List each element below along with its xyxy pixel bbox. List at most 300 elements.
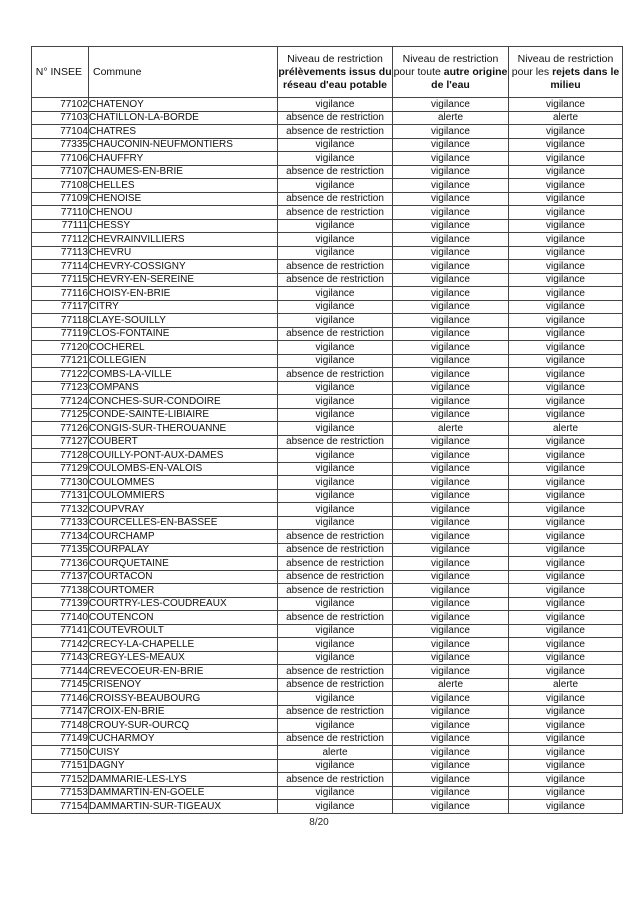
cell-autre-origine: vigilance [393, 503, 509, 517]
table-row [32, 597, 623, 611]
cell-reseau-potable: absence de restriction [278, 530, 393, 544]
cell-insee: 77137 [32, 570, 89, 584]
cell-insee: 77150 [32, 746, 89, 760]
cell-reseau-potable: absence de restriction [278, 678, 393, 692]
cell-commune: CUCHARMOY [89, 732, 278, 746]
cell-insee: 77136 [32, 557, 89, 571]
table-row [32, 665, 623, 679]
cell-commune: CHENOU [89, 206, 278, 220]
cell-reseau-potable: vigilance [278, 246, 393, 260]
cell-insee: 77120 [32, 341, 89, 355]
cell-reseau-potable: absence de restriction [278, 206, 393, 220]
cell-autre-origine: vigilance [393, 395, 509, 409]
cell-rejets: vigilance [509, 732, 623, 746]
cell-rejets: vigilance [509, 395, 623, 409]
cell-rejets: vigilance [509, 773, 623, 787]
cell-reseau-potable: vigilance [278, 786, 393, 800]
cell-reseau-potable: vigilance [278, 179, 393, 193]
cell-rejets: vigilance [509, 219, 623, 233]
cell-insee: 77108 [32, 179, 89, 193]
table-row [32, 651, 623, 665]
cell-insee: 77122 [32, 368, 89, 382]
cell-rejets: vigilance [509, 759, 623, 773]
cell-rejets: vigilance [509, 246, 623, 260]
cell-autre-origine: vigilance [393, 125, 509, 139]
table-row [32, 287, 623, 301]
table-row [32, 408, 623, 422]
cell-insee: 77149 [32, 732, 89, 746]
cell-rejets: vigilance [509, 651, 623, 665]
cell-commune: CHAUMES-EN-BRIE [89, 165, 278, 179]
cell-insee: 77112 [32, 233, 89, 247]
table-row [32, 98, 623, 112]
cell-rejets: vigilance [509, 233, 623, 247]
cell-insee: 77148 [32, 719, 89, 733]
table-row [32, 260, 623, 274]
cell-insee: 77110 [32, 206, 89, 220]
table-row [32, 557, 623, 571]
table-row [32, 395, 623, 409]
cell-reseau-potable: absence de restriction [278, 192, 393, 206]
table-body [32, 98, 623, 814]
header-autre-bold: autre origine de l'eau [431, 65, 508, 91]
table-row [32, 368, 623, 382]
cell-reseau-potable: vigilance [278, 489, 393, 503]
cell-reseau-potable: absence de restriction [278, 368, 393, 382]
header-rejets [509, 47, 623, 98]
cell-insee: 77154 [32, 800, 89, 814]
cell-autre-origine: vigilance [393, 624, 509, 638]
table-row [32, 624, 623, 638]
cell-autre-origine: vigilance [393, 530, 509, 544]
cell-reseau-potable: vigilance [278, 503, 393, 517]
header-reseau-bold: prélèvements issus du réseau d'eau potable [278, 65, 392, 91]
cell-commune: CHENOISE [89, 192, 278, 206]
cell-reseau-potable: vigilance [278, 233, 393, 247]
cell-rejets: vigilance [509, 368, 623, 382]
cell-rejets: vigilance [509, 746, 623, 760]
table-row [32, 732, 623, 746]
cell-rejets: vigilance [509, 408, 623, 422]
cell-reseau-potable: vigilance [278, 341, 393, 355]
cell-reseau-potable: absence de restriction [278, 557, 393, 571]
cell-autre-origine: vigilance [393, 597, 509, 611]
cell-autre-origine: vigilance [393, 314, 509, 328]
table-row [32, 746, 623, 760]
table-header [32, 47, 623, 98]
cell-rejets: vigilance [509, 462, 623, 476]
cell-insee: 77113 [32, 246, 89, 260]
cell-autre-origine: vigilance [393, 273, 509, 287]
cell-commune: CRECY-LA-CHAPELLE [89, 638, 278, 652]
table-row [32, 570, 623, 584]
cell-autre-origine: vigilance [393, 543, 509, 557]
cell-commune: CROIX-EN-BRIE [89, 705, 278, 719]
cell-rejets: vigilance [509, 692, 623, 706]
cell-commune: CONDE-SAINTE-LIBIAIRE [89, 408, 278, 422]
cell-rejets: vigilance [509, 516, 623, 530]
cell-rejets: vigilance [509, 449, 623, 463]
table-row [32, 786, 623, 800]
cell-reseau-potable: vigilance [278, 219, 393, 233]
cell-autre-origine: vigilance [393, 570, 509, 584]
cell-autre-origine: vigilance [393, 516, 509, 530]
table-row [32, 543, 623, 557]
cell-reseau-potable: vigilance [278, 300, 393, 314]
table-row [32, 692, 623, 706]
header-autre-label: Niveau de restriction pour toute [393, 52, 499, 78]
table-row [32, 435, 623, 449]
cell-reseau-potable: vigilance [278, 800, 393, 814]
table-row [32, 341, 623, 355]
cell-autre-origine: vigilance [393, 692, 509, 706]
cell-commune: COULOMMIERS [89, 489, 278, 503]
cell-autre-origine: vigilance [393, 192, 509, 206]
cell-insee: 77147 [32, 705, 89, 719]
cell-reseau-potable: absence de restriction [278, 732, 393, 746]
cell-reseau-potable: vigilance [278, 597, 393, 611]
cell-autre-origine: vigilance [393, 489, 509, 503]
cell-insee: 77119 [32, 327, 89, 341]
cell-autre-origine: vigilance [393, 746, 509, 760]
cell-autre-origine: vigilance [393, 786, 509, 800]
cell-reseau-potable: vigilance [278, 152, 393, 166]
cell-insee: 77106 [32, 152, 89, 166]
cell-insee: 77146 [32, 692, 89, 706]
cell-insee: 77125 [32, 408, 89, 422]
cell-reseau-potable: vigilance [278, 719, 393, 733]
cell-commune: CHAUFFRY [89, 152, 278, 166]
cell-reseau-potable: vigilance [278, 624, 393, 638]
cell-autre-origine: vigilance [393, 165, 509, 179]
cell-insee: 77118 [32, 314, 89, 328]
cell-rejets: vigilance [509, 381, 623, 395]
table-row [32, 246, 623, 260]
cell-commune: CONCHES-SUR-CONDOIRE [89, 395, 278, 409]
cell-autre-origine: vigilance [393, 152, 509, 166]
cell-commune: CUISY [89, 746, 278, 760]
cell-rejets: vigilance [509, 624, 623, 638]
cell-autre-origine: vigilance [393, 98, 509, 112]
cell-rejets: vigilance [509, 611, 623, 625]
cell-rejets: vigilance [509, 503, 623, 517]
cell-rejets: vigilance [509, 638, 623, 652]
cell-rejets: vigilance [509, 341, 623, 355]
cell-commune: COMBS-LA-VILLE [89, 368, 278, 382]
header-rejets-label: Niveau de restriction pour les [511, 52, 614, 78]
cell-insee: 77124 [32, 395, 89, 409]
cell-reseau-potable: vigilance [278, 651, 393, 665]
cell-commune: CRISENOY [89, 678, 278, 692]
cell-reseau-potable: absence de restriction [278, 435, 393, 449]
cell-rejets: vigilance [509, 98, 623, 112]
table-row [32, 611, 623, 625]
cell-reseau-potable: vigilance [278, 476, 393, 490]
cell-autre-origine: vigilance [393, 638, 509, 652]
cell-commune: CROUY-SUR-OURCQ [89, 719, 278, 733]
cell-autre-origine: vigilance [393, 557, 509, 571]
cell-reseau-potable: vigilance [278, 462, 393, 476]
header-rejets-bold: rejets dans le milieu [550, 65, 620, 91]
cell-commune: COULOMBS-EN-VALOIS [89, 462, 278, 476]
cell-commune: COUTENCON [89, 611, 278, 625]
cell-commune: COUBERT [89, 435, 278, 449]
table-row [32, 138, 623, 152]
cell-insee: 77152 [32, 773, 89, 787]
restriction-table [31, 46, 623, 814]
cell-rejets: vigilance [509, 584, 623, 598]
cell-insee: 77116 [32, 287, 89, 301]
cell-commune: COMPANS [89, 381, 278, 395]
cell-reseau-potable: absence de restriction [278, 543, 393, 557]
cell-insee: 77109 [32, 192, 89, 206]
header-reseau-label: Niveau de restriction [287, 52, 383, 65]
cell-commune: COUPVRAY [89, 503, 278, 517]
cell-commune: COURTRY-LES-COUDREAUX [89, 597, 278, 611]
cell-reseau-potable: absence de restriction [278, 570, 393, 584]
cell-commune: CHEVRY-EN-SEREINE [89, 273, 278, 287]
cell-reseau-potable: absence de restriction [278, 125, 393, 139]
cell-autre-origine: vigilance [393, 219, 509, 233]
table-row [32, 759, 623, 773]
cell-rejets: vigilance [509, 557, 623, 571]
cell-insee: 77133 [32, 516, 89, 530]
cell-rejets: vigilance [509, 273, 623, 287]
cell-commune: CHEVRAINVILLIERS [89, 233, 278, 247]
cell-insee: 77103 [32, 111, 89, 125]
cell-rejets: vigilance [509, 435, 623, 449]
cell-insee: 77138 [32, 584, 89, 598]
cell-commune: CROISSY-BEAUBOURG [89, 692, 278, 706]
cell-rejets: vigilance [509, 287, 623, 301]
cell-insee: 77142 [32, 638, 89, 652]
table-row [32, 800, 623, 814]
cell-commune: CONGIS-SUR-THEROUANNE [89, 422, 278, 436]
cell-reseau-potable: vigilance [278, 138, 393, 152]
header-autre-origine [393, 47, 509, 98]
cell-insee: 77143 [32, 651, 89, 665]
table-row [32, 476, 623, 490]
cell-commune: COURTACON [89, 570, 278, 584]
cell-autre-origine: vigilance [393, 206, 509, 220]
cell-reseau-potable: vigilance [278, 314, 393, 328]
cell-reseau-potable: vigilance [278, 422, 393, 436]
cell-commune: COURCELLES-EN-BASSEE [89, 516, 278, 530]
cell-autre-origine: vigilance [393, 287, 509, 301]
cell-reseau-potable: vigilance [278, 638, 393, 652]
cell-autre-origine: vigilance [393, 449, 509, 463]
cell-autre-origine: vigilance [393, 354, 509, 368]
cell-insee: 77115 [32, 273, 89, 287]
cell-commune: COURCHAMP [89, 530, 278, 544]
cell-reseau-potable: vigilance [278, 354, 393, 368]
cell-commune: COURQUETAINE [89, 557, 278, 571]
cell-reseau-potable: absence de restriction [278, 705, 393, 719]
table-row [32, 327, 623, 341]
cell-rejets: vigilance [509, 354, 623, 368]
table-row [32, 354, 623, 368]
cell-commune: CHEVRU [89, 246, 278, 260]
cell-rejets: vigilance [509, 489, 623, 503]
cell-autre-origine: vigilance [393, 651, 509, 665]
cell-insee: 77139 [32, 597, 89, 611]
table-row [32, 462, 623, 476]
cell-rejets: vigilance [509, 314, 623, 328]
cell-autre-origine: vigilance [393, 138, 509, 152]
cell-rejets: vigilance [509, 786, 623, 800]
cell-reseau-potable: absence de restriction [278, 665, 393, 679]
table-row [32, 300, 623, 314]
cell-commune: COLLEGIEN [89, 354, 278, 368]
cell-rejets: vigilance [509, 138, 623, 152]
cell-commune: CHEVRY-COSSIGNY [89, 260, 278, 274]
cell-autre-origine: vigilance [393, 179, 509, 193]
table-row [32, 449, 623, 463]
cell-rejets: vigilance [509, 192, 623, 206]
cell-insee: 77128 [32, 449, 89, 463]
table-row [32, 516, 623, 530]
cell-autre-origine: vigilance [393, 300, 509, 314]
cell-insee: 77126 [32, 422, 89, 436]
cell-commune: COURPALAY [89, 543, 278, 557]
cell-commune: CLAYE-SOUILLY [89, 314, 278, 328]
header-commune: Commune [89, 47, 278, 98]
cell-insee: 77129 [32, 462, 89, 476]
cell-reseau-potable: vigilance [278, 395, 393, 409]
table-row [32, 489, 623, 503]
cell-rejets: vigilance [509, 476, 623, 490]
table-row [32, 773, 623, 787]
cell-commune: CHATRES [89, 125, 278, 139]
cell-commune: COUTEVROULT [89, 624, 278, 638]
cell-reseau-potable: absence de restriction [278, 260, 393, 274]
cell-rejets: vigilance [509, 152, 623, 166]
cell-insee: 77335 [32, 138, 89, 152]
cell-autre-origine: alerte [393, 111, 509, 125]
cell-rejets: vigilance [509, 570, 623, 584]
cell-autre-origine: vigilance [393, 611, 509, 625]
cell-insee: 77130 [32, 476, 89, 490]
table-row [32, 206, 623, 220]
page-number: 8/20 [309, 817, 329, 828]
table-row [32, 638, 623, 652]
cell-commune: CHOISY-EN-BRIE [89, 287, 278, 301]
cell-commune: DAMMARTIN-EN-GOELE [89, 786, 278, 800]
cell-autre-origine: vigilance [393, 584, 509, 598]
cell-insee: 77151 [32, 759, 89, 773]
cell-rejets: alerte [509, 111, 623, 125]
table-row [32, 179, 623, 193]
cell-commune: DAMMARTIN-SUR-TIGEAUX [89, 800, 278, 814]
cell-autre-origine: vigilance [393, 462, 509, 476]
table-row [32, 422, 623, 436]
cell-commune: DAMMARIE-LES-LYS [89, 773, 278, 787]
cell-reseau-potable: vigilance [278, 98, 393, 112]
cell-autre-origine: vigilance [393, 773, 509, 787]
cell-autre-origine: vigilance [393, 368, 509, 382]
cell-rejets: vigilance [509, 125, 623, 139]
cell-insee: 77153 [32, 786, 89, 800]
cell-insee: 77145 [32, 678, 89, 692]
cell-autre-origine: vigilance [393, 476, 509, 490]
header-row [32, 47, 623, 98]
table-row [32, 705, 623, 719]
cell-rejets: vigilance [509, 597, 623, 611]
table-row [32, 233, 623, 247]
cell-reseau-potable: vigilance [278, 287, 393, 301]
cell-insee: 77134 [32, 530, 89, 544]
cell-commune: COCHEREL [89, 341, 278, 355]
cell-insee: 77135 [32, 543, 89, 557]
cell-rejets: alerte [509, 678, 623, 692]
cell-insee: 77107 [32, 165, 89, 179]
cell-commune: CREVECOEUR-EN-BRIE [89, 665, 278, 679]
cell-reseau-potable: vigilance [278, 381, 393, 395]
cell-autre-origine: vigilance [393, 381, 509, 395]
cell-commune: COUILLY-PONT-AUX-DAMES [89, 449, 278, 463]
cell-autre-origine: vigilance [393, 233, 509, 247]
cell-commune: CHAUCONIN-NEUFMONTIERS [89, 138, 278, 152]
cell-commune: CHATILLON-LA-BORDE [89, 111, 278, 125]
cell-autre-origine: vigilance [393, 732, 509, 746]
table-row [32, 530, 623, 544]
cell-reseau-potable: absence de restriction [278, 273, 393, 287]
cell-commune: CHATENOY [89, 98, 278, 112]
cell-commune: CLOS-FONTAINE [89, 327, 278, 341]
table-row [32, 273, 623, 287]
cell-reseau-potable: absence de restriction [278, 111, 393, 125]
header-reseau-potable [278, 47, 393, 98]
cell-rejets: vigilance [509, 543, 623, 557]
cell-autre-origine: vigilance [393, 408, 509, 422]
cell-rejets: vigilance [509, 530, 623, 544]
cell-reseau-potable: vigilance [278, 759, 393, 773]
cell-insee: 77117 [32, 300, 89, 314]
table-row [32, 719, 623, 733]
table-row [32, 314, 623, 328]
cell-commune: COULOMMES [89, 476, 278, 490]
cell-commune: DAGNY [89, 759, 278, 773]
cell-insee: 77141 [32, 624, 89, 638]
cell-autre-origine: vigilance [393, 705, 509, 719]
table-row [32, 503, 623, 517]
cell-commune: COURTOMER [89, 584, 278, 598]
cell-commune: CITRY [89, 300, 278, 314]
table-row [32, 152, 623, 166]
table-row [32, 381, 623, 395]
table-row [32, 125, 623, 139]
table-row [32, 678, 623, 692]
cell-commune: CHELLES [89, 179, 278, 193]
cell-autre-origine: vigilance [393, 341, 509, 355]
cell-rejets: vigilance [509, 179, 623, 193]
cell-autre-origine: vigilance [393, 800, 509, 814]
cell-rejets: vigilance [509, 300, 623, 314]
cell-insee: 77144 [32, 665, 89, 679]
cell-commune: CREGY-LES-MEAUX [89, 651, 278, 665]
cell-insee: 77104 [32, 125, 89, 139]
cell-autre-origine: vigilance [393, 327, 509, 341]
table-row [32, 219, 623, 233]
cell-insee: 77123 [32, 381, 89, 395]
cell-rejets: vigilance [509, 206, 623, 220]
cell-autre-origine: vigilance [393, 719, 509, 733]
cell-insee: 77127 [32, 435, 89, 449]
cell-insee: 77102 [32, 98, 89, 112]
cell-autre-origine: vigilance [393, 759, 509, 773]
cell-autre-origine: vigilance [393, 246, 509, 260]
cell-insee: 77140 [32, 611, 89, 625]
